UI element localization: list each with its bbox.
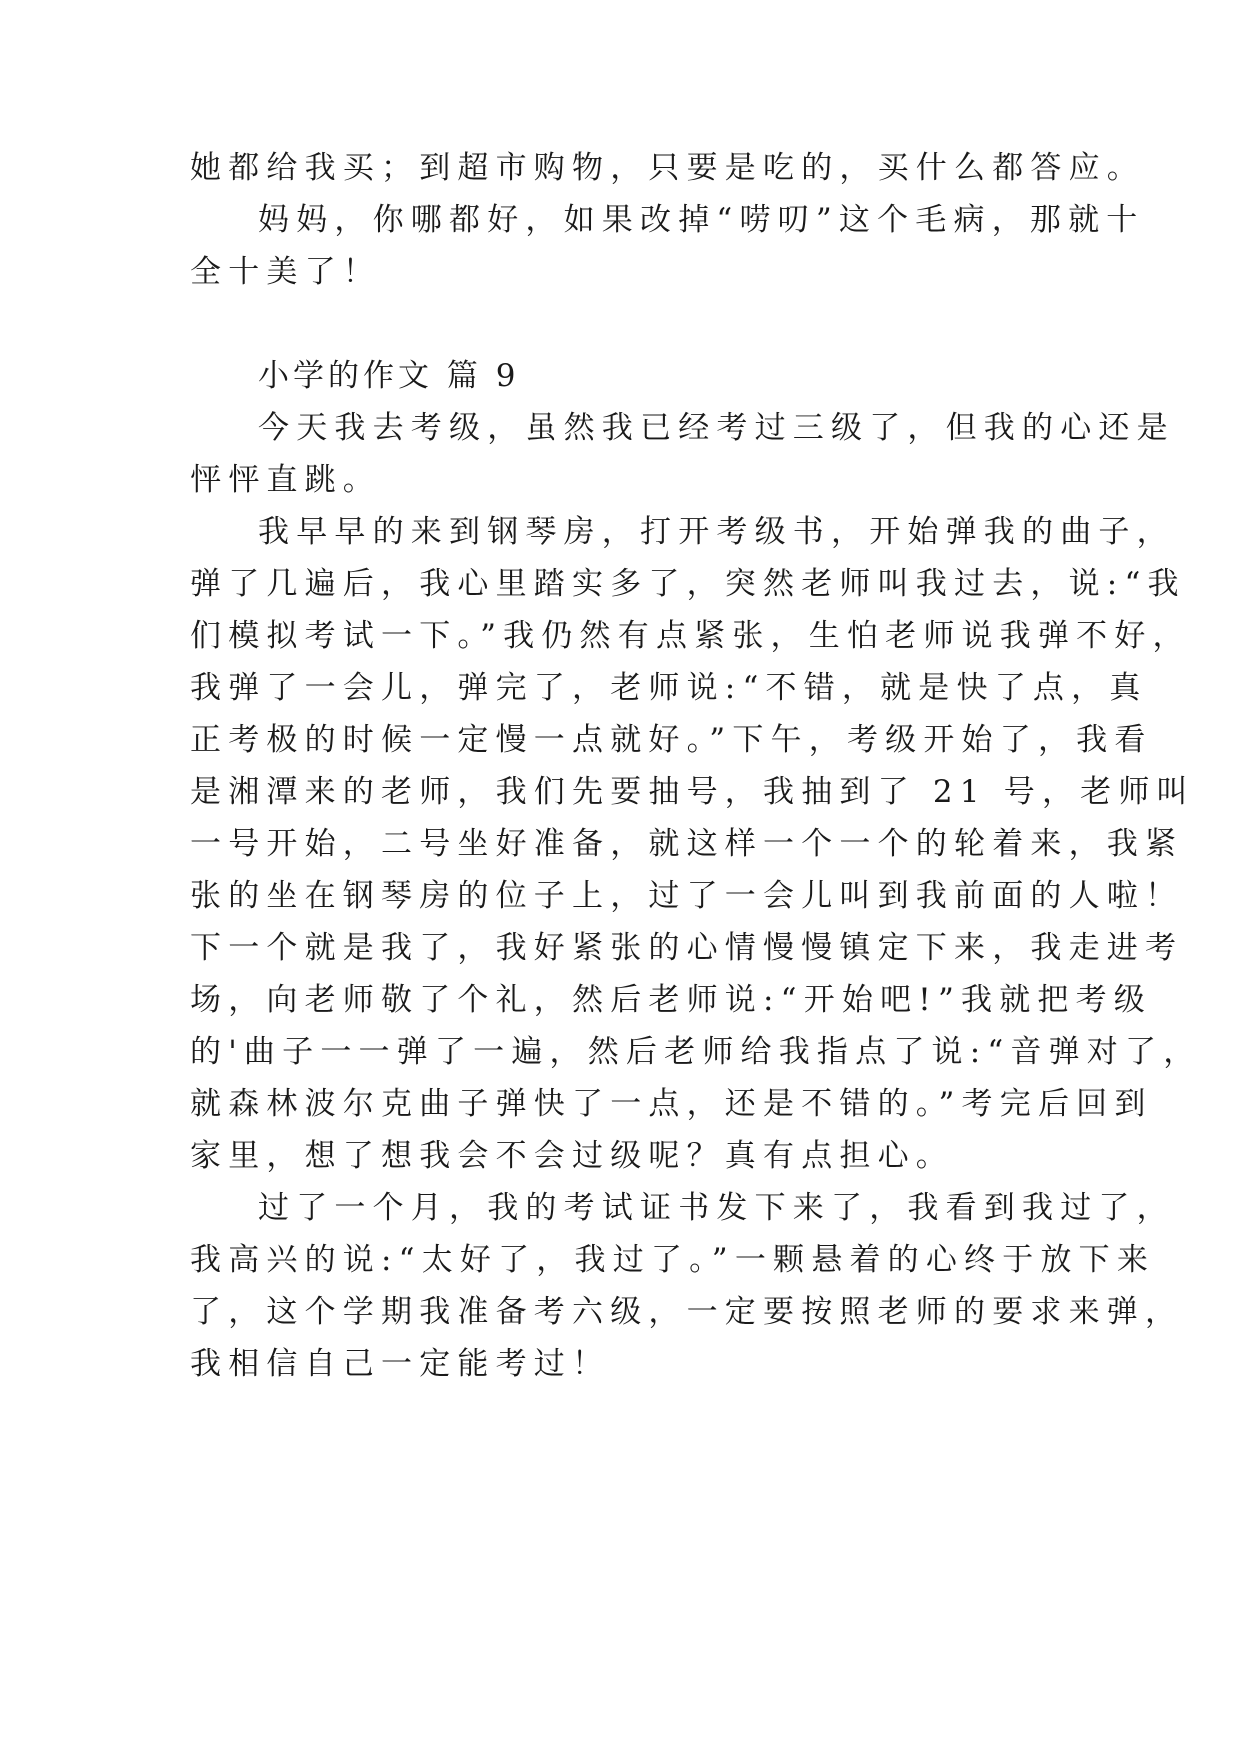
text-line: 就森林波尔克曲子弹快了一点，还是不错的。”考完后回到 [190, 1086, 1153, 1122]
text-line: 家里，想了想我会不会过级呢？真有点担心。 [190, 1138, 954, 1174]
section-heading: 小学的作文 篇 9 [258, 358, 520, 394]
text-line: 全十美了！ [190, 254, 381, 290]
text-line: 我高兴的说:“太好了，我过了。”一颗悬着的心终于放下来 [190, 1242, 1156, 1278]
paragraph-first-line: 今天我去考级，虽然我已经考过三级了，但我的心还是 [258, 410, 1175, 446]
text-line: 们模拟考试一下。”我仍然有点紧张，生怕老师说我弹不好， [190, 618, 1191, 654]
text-line: 正考极的时候一定慢一点就好。”下午，考级开始了，我看 [190, 722, 1153, 758]
text-line: 下一个就是我了，我好紧张的心情慢慢镇定下来，我走进考 [190, 930, 1184, 966]
paragraph-first-line: 我早早的来到钢琴房，打开考级书，开始弹我的曲子， [258, 514, 1175, 550]
paragraph-first-line: 妈妈，你哪都好，如果改掉“唠叨”这个毛病，那就十 [258, 202, 1145, 238]
text-line: 的'曲子一一弹了一遍，然后老师给我指点了说:“音弹对了， [190, 1034, 1202, 1070]
text-line: 了，这个学期我准备考六级，一定要按照老师的要求来弹， [190, 1294, 1184, 1330]
paragraph-first-line: 过了一个月，我的考试证书发下来了，我看到我过了， [258, 1190, 1175, 1226]
text-line: 是湘潭来的老师，我们先要抽号，我抽到了 21 号，老师叫 [190, 774, 1195, 810]
text-line: 她都给我买；到超市购物，只要是吃的，买什么都答应。 [190, 150, 1145, 186]
text-line: 张的坐在钢琴房的位子上，过了一会儿叫到我前面的人啦！ [190, 878, 1184, 914]
text-line: 一号开始，二号坐好准备，就这样一个一个的轮着来，我紧 [190, 826, 1184, 862]
text-line: 弹了几遍后，我心里踏实多了，突然老师叫我过去，说:“我 [190, 566, 1186, 602]
text-line: 我相信自己一定能考过！ [190, 1346, 611, 1382]
text-line: 我弹了一会儿，弹完了，老师说:“不错，就是快了点，真 [190, 670, 1148, 706]
text-line: 场，向老师敬了个礼，然后老师说:“开始吧!”我就把考级 [190, 982, 1152, 1018]
text-line: 怦怦直跳。 [190, 462, 381, 498]
